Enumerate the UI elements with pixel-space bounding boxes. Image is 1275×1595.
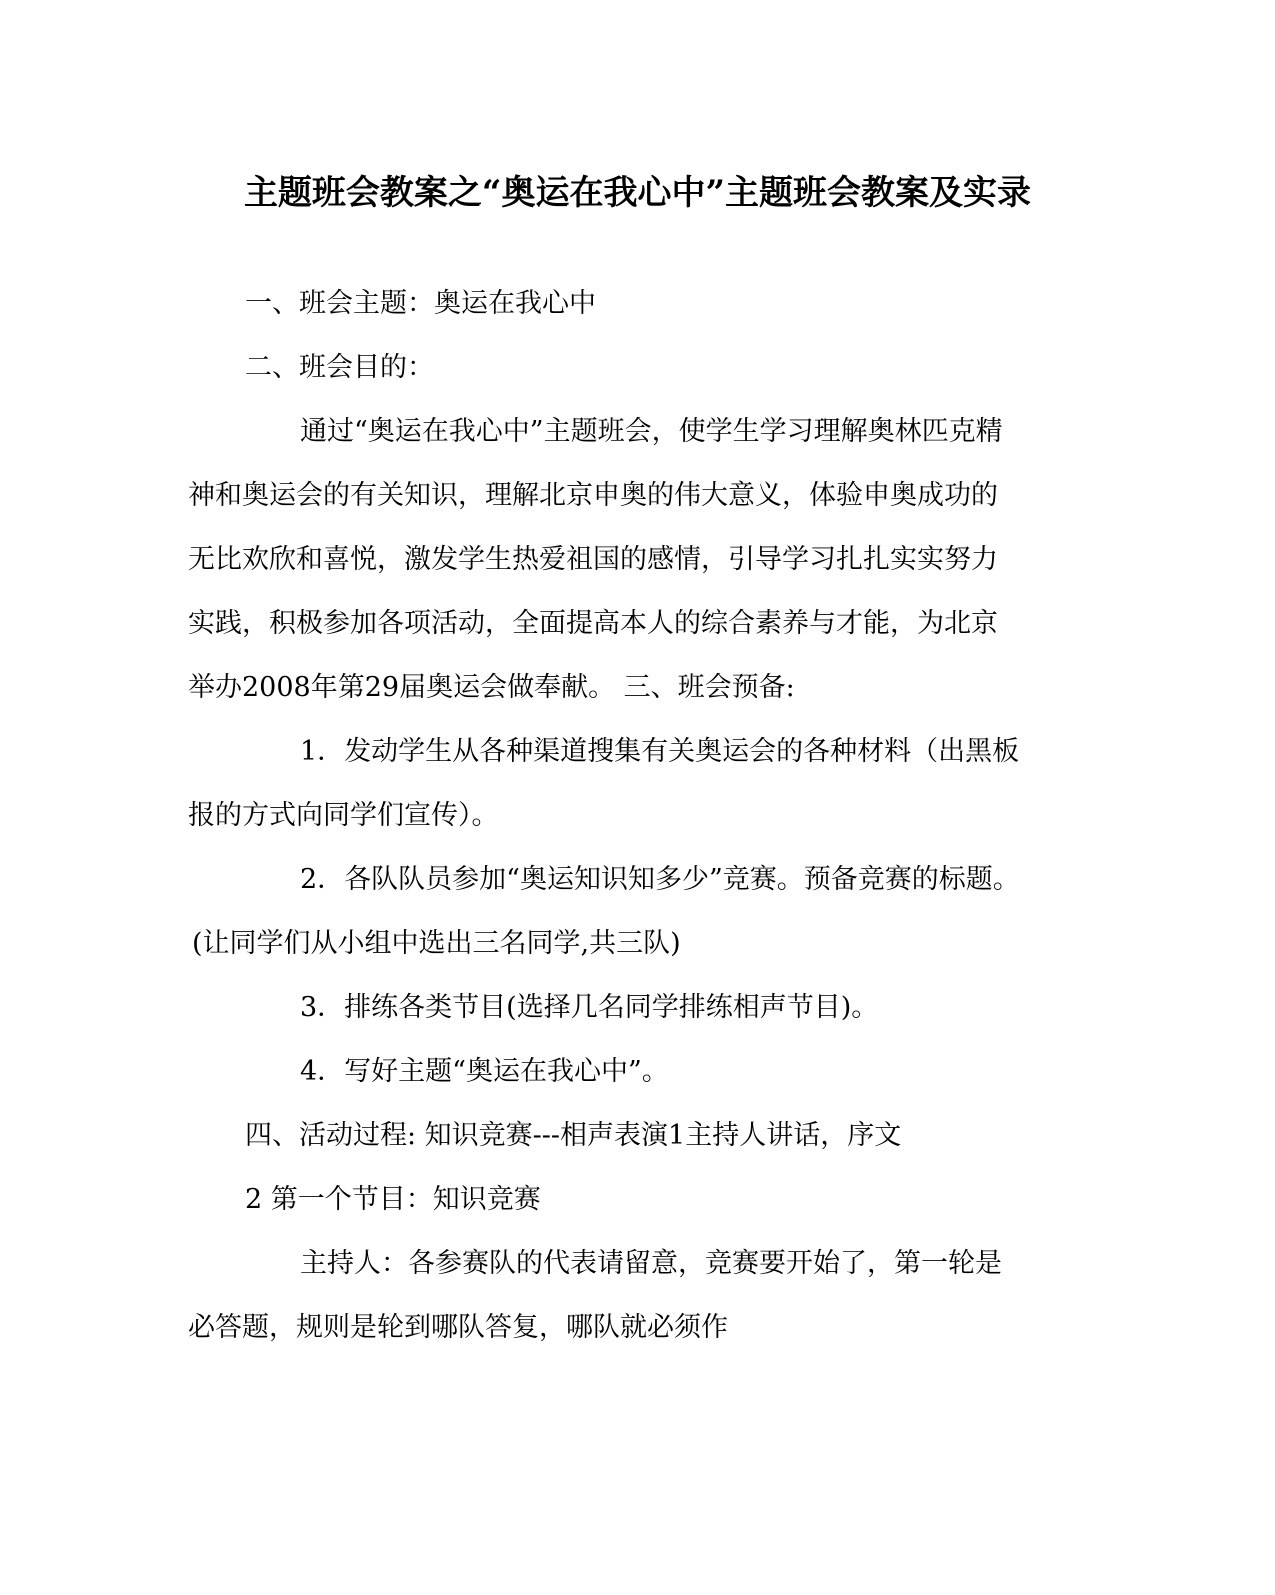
list-item-3: 3．排练各类节目(选择几名同学排练相声节目)。 [300, 992, 879, 1023]
paragraph-line: 必答题，规则是轮到哪队答复，哪队就必须作 [188, 1312, 728, 1343]
section-heading-theme: 一、班会主题：奥运在我心中 [245, 288, 596, 319]
list-item-4: 4．写好主题“奥运在我心中”。 [300, 1056, 669, 1087]
paragraph-line: 通过“奥运在我心中”主题班会，使学生学习理解奥林匹克精 [300, 416, 1003, 447]
paragraph-line: 无比欢欣和喜悦，激发学生热爱祖国的感情，引导学习扎扎实实努力 [188, 544, 998, 575]
paragraph-line: 主持人：各参赛队的代表请留意，竞赛要开始了，第一轮是 [300, 1248, 1002, 1279]
list-item-1-continued: 报的方式向同学们宣传）。 [188, 800, 499, 831]
paragraph-line: 神和奥运会的有关知识，理解北京申奥的伟大意义，体验申奥成功的 [188, 480, 998, 511]
section-heading-purpose: 二、班会目的： [245, 352, 434, 383]
paragraph-line: 举办2008年第29届奥运会做奉献。 三、班会预备: [188, 672, 795, 703]
list-item-2: 2．各队队员参加“奥运知识知多少”竞赛。预备竞赛的标题。 [300, 864, 1020, 895]
list-item-2-continued: (让同学们从小组中选出三名同学,共三队) [192, 928, 681, 959]
document-title: 主题班会教案之“奥运在我心中”主题班会教案及实录 [243, 173, 1032, 213]
paragraph-line: 实践，积极参加各项活动，全面提高本人的综合素养与才能，为北京 [188, 608, 998, 639]
program-item-2: 2 第一个节目：知识竞赛 [245, 1184, 541, 1215]
section-heading-process: 四、活动过程: 知识竞赛---相声表演1主持人讲话，序文 [245, 1120, 902, 1151]
list-item-1: 1．发动学生从各种渠道搜集有关奥运会的各种材料（出黑板 [300, 736, 1020, 767]
